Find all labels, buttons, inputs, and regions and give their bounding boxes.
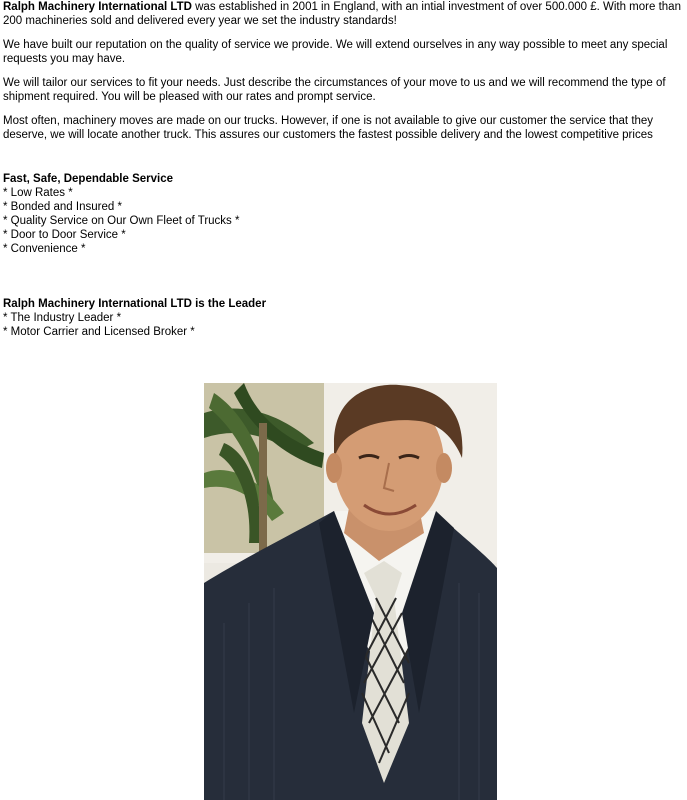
service-heading: Fast, Safe, Dependable Service bbox=[3, 173, 174, 185]
reputation-paragraph: We have built our reputation on the quality of service we provide. We will extend ourselves in any way possible to meet any special requests you may have. bbox=[3, 39, 668, 65]
leader-list bbox=[3, 297, 687, 339]
service-item: * Bonded and Insured * bbox=[3, 201, 122, 213]
trucks-paragraph: Most often, machinery moves are made on our trucks. However, if one is not available to give our customer the service that they deserve, we will locate another truck. This assures our customers the fastest possible delivery and the lowest competitive prices bbox=[3, 115, 654, 141]
service-item: * Low Rates * bbox=[3, 187, 73, 199]
intro-text: was established in 2001 in England, with an intial investment of over 500.000 £. With more than 200 machineries sold and delivered every year we set the industry standards! bbox=[3, 1, 681, 27]
intro-paragraph bbox=[3, 0, 687, 28]
businessman-photo bbox=[204, 383, 497, 800]
leader-item: * Motor Carrier and Licensed Broker * bbox=[3, 326, 195, 338]
service-item: * Door to Door Service * bbox=[3, 229, 126, 241]
service-item: * Convenience * bbox=[3, 243, 86, 255]
leader-item: * The Industry Leader * bbox=[3, 312, 122, 324]
tailor-paragraph: We will tailor our services to fit your needs. Just describe the circumstances of your move to us and we will recommend the type of shipment required. You will be pleased with our rates and prompt service. bbox=[3, 77, 666, 103]
service-item: * Quality Service on Our Own Fleet of Trucks * bbox=[3, 215, 240, 227]
businessman-illustration bbox=[204, 383, 497, 800]
company-name: Ralph Machinery International LTD bbox=[3, 1, 192, 13]
leader-heading: Ralph Machinery International LTD is the Leader bbox=[3, 298, 267, 310]
main-content bbox=[3, 0, 687, 339]
service-list bbox=[3, 172, 687, 256]
